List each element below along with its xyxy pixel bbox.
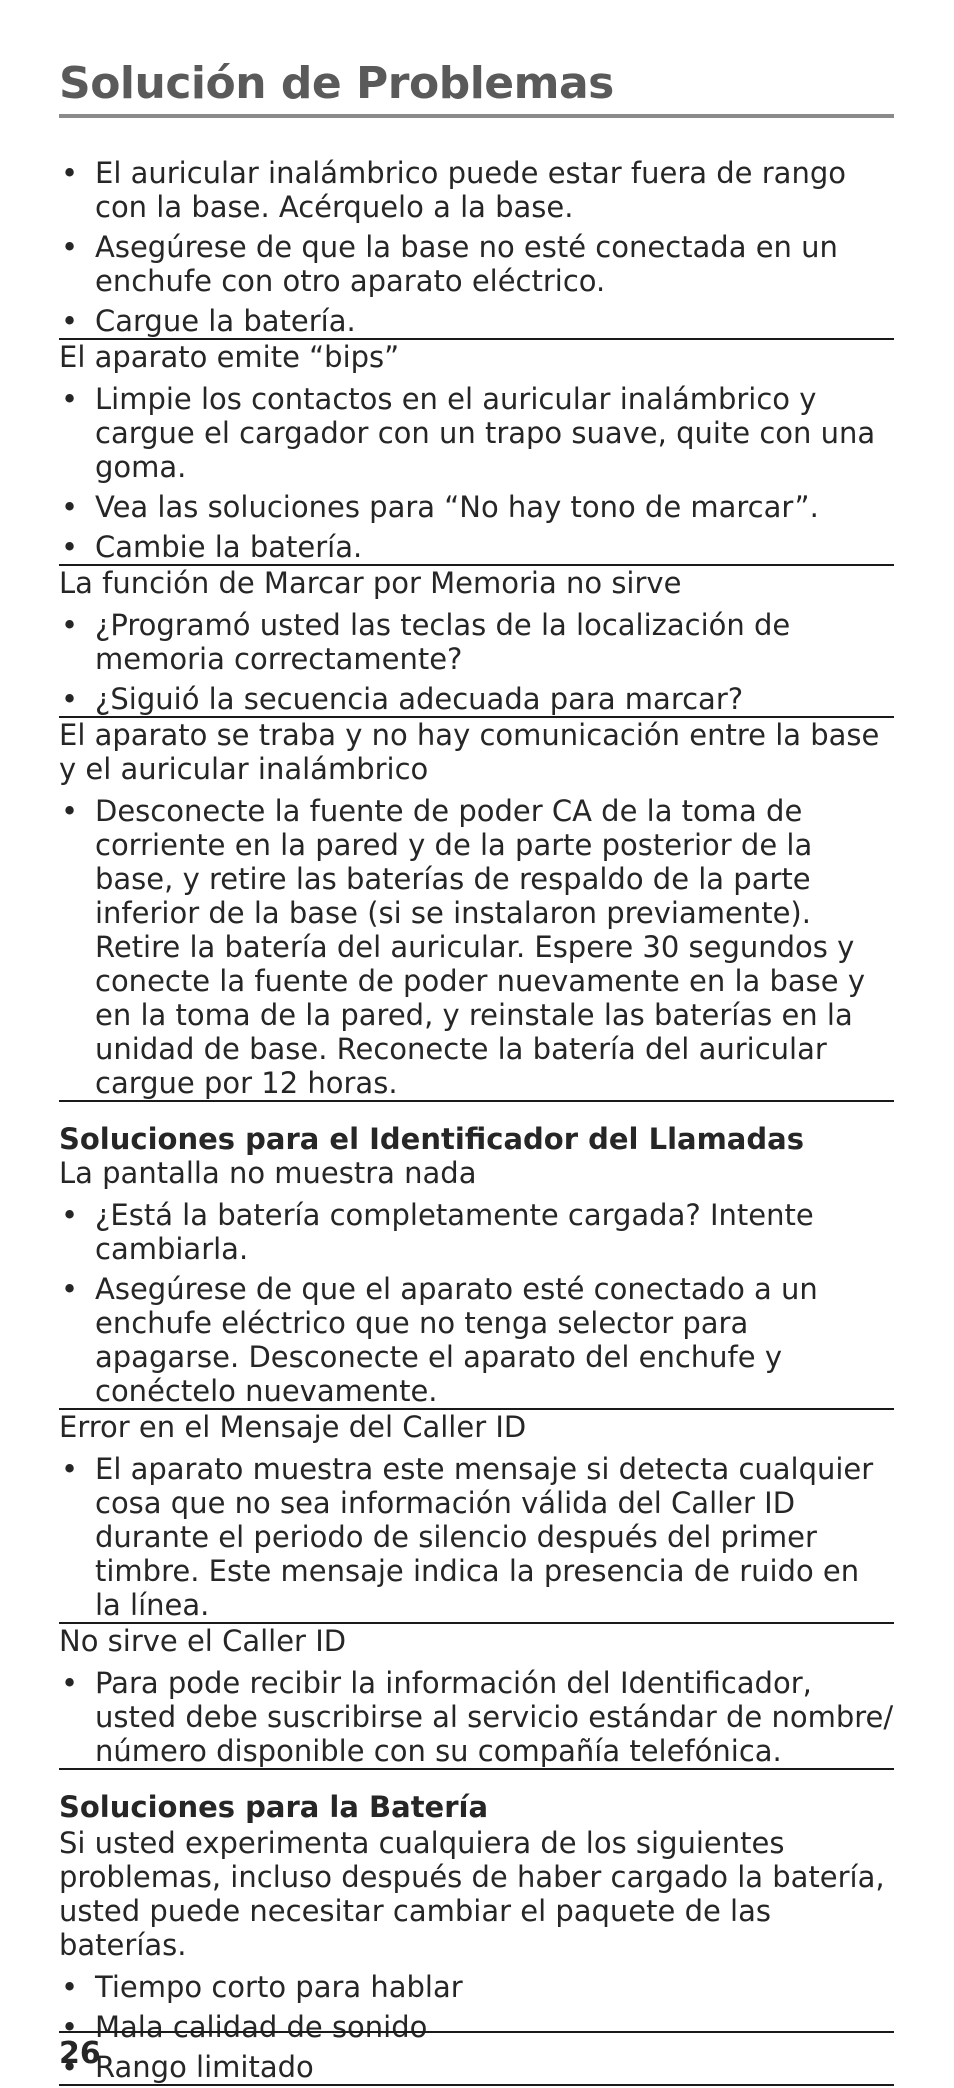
bullet-item: • Vea las soluciones para “No hay tono de marcar”. bbox=[59, 490, 894, 524]
bullet-list bbox=[59, 1452, 894, 1622]
bullet-list bbox=[59, 382, 894, 564]
bullet-item: • ¿Está la batería completamente cargada? Intente cambiarla. bbox=[59, 1198, 894, 1266]
bullet-item: • Asegúrese de que el aparato esté conectado a un enchufe eléctrico que no tenga selector para apagarse. Desconecte el aparato del enchufe y conéctelo nuevamente. bbox=[59, 1272, 894, 1408]
bullet-item: • El aparato muestra este mensaje si detecta cualquier cosa que no sea información válida del Caller ID durante el periodo de silencio después del primer timbre. Este mensaje indica la presencia de ruido en la línea. bbox=[59, 1452, 894, 1622]
bullet-item: • Cargue la batería. bbox=[59, 304, 894, 338]
intro-bullet-list bbox=[59, 156, 894, 338]
bullet-list bbox=[59, 794, 894, 1100]
problem-heading: La pantalla no muestra nada bbox=[59, 1156, 477, 1190]
battery-paragraph: Si usted experimenta cualquiera de los siguientes problemas, incluso después de haber cargado la batería, usted puede necesitar cambiar el paquete de las baterías. bbox=[59, 1826, 885, 1962]
problem-heading: La función de Marcar por Memoria no sirve bbox=[59, 566, 682, 600]
problem-block-beeps bbox=[59, 340, 894, 566]
problem-block-memory-dial bbox=[59, 566, 894, 718]
bullet-list bbox=[59, 1198, 894, 1408]
bullet-item: • Desconecte la fuente de poder CA de la toma de corriente en la pared y de la parte posterior de la base, y retire las baterías de respaldo de la parte inferior de la base (si se instalaron previamente). Retire la batería del auricular. Espere 30 segundos y conecte la fuente de poder nuevamente en la base y en la toma de la pared, y reinstale las baterías en la unidad de base. Reconecte la batería del auricular cargue por 12 horas. bbox=[59, 794, 894, 1100]
problem-heading: El aparato se traba y no hay comunicación entre la base y el auricular inalámbrico bbox=[59, 718, 880, 786]
problem-heading: El aparato emite “bips” bbox=[59, 340, 400, 374]
problem-block-caller-id-error bbox=[59, 1410, 894, 1624]
battery-section-heading: Soluciones para la Batería bbox=[59, 1790, 489, 1824]
problem-heading: Error en el Mensaje del Caller ID bbox=[59, 1410, 527, 1444]
problem-block-caller-id-not-working bbox=[59, 1624, 894, 1770]
problem-heading: No sirve el Caller ID bbox=[59, 1624, 347, 1658]
bullet-item: • ¿Siguió la secuencia adecuada para marcar? bbox=[59, 682, 894, 716]
problem-block-blank-display bbox=[59, 1156, 894, 1410]
page bbox=[59, 56, 894, 2086]
bullet-item: • Asegúrese de que la base no esté conectada en un enchufe con otro aparato eléctrico. bbox=[59, 230, 894, 298]
bullet-item: • Rango limitado bbox=[59, 2050, 894, 2084]
page-footer bbox=[59, 2031, 894, 2071]
bullet-item: • Cambie la batería. bbox=[59, 530, 894, 564]
bullet-item: • Tiempo corto para hablar bbox=[59, 1970, 894, 2004]
page-title: Solución de Problemas bbox=[59, 56, 894, 118]
bullet-item: • Mala calidad de sonido bbox=[59, 2010, 894, 2044]
bullet-list bbox=[59, 1666, 894, 1768]
bullet-list bbox=[59, 608, 894, 716]
bullet-item: • El auricular inalámbrico puede estar fuera de rango con la base. Acérquelo a la base. bbox=[59, 156, 894, 224]
page-number: 26 bbox=[59, 2036, 101, 2071]
bullet-item: • ¿Programó usted las teclas de la localización de memoria correctamente? bbox=[59, 608, 894, 676]
bullet-item: • Para pode recibir la información del Identificador, usted debe suscribirse al servicio estándar de nombre/ número disponible con su compañía telefónica. bbox=[59, 1666, 894, 1768]
bullet-item: • Limpie los contactos en el auricular inalámbrico y cargue el cargador con un trapo suave, quite con una goma. bbox=[59, 382, 894, 484]
intro-block bbox=[59, 156, 894, 340]
caller-id-section-heading: Soluciones para el Identificador del Llamadas bbox=[59, 1122, 804, 1156]
problem-block-lockup bbox=[59, 718, 894, 1102]
